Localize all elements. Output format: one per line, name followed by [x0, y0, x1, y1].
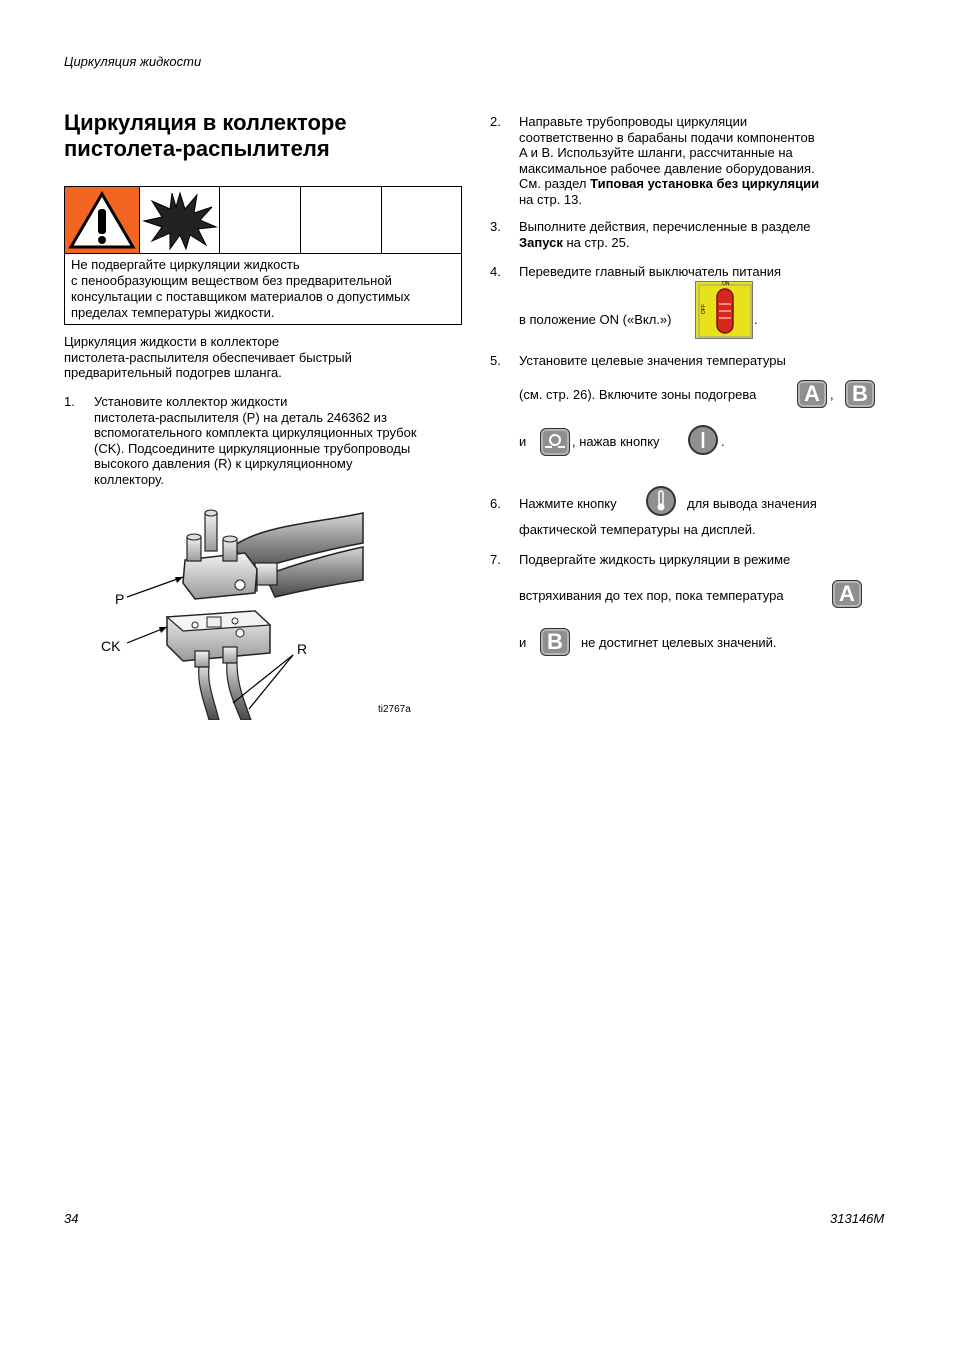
step-line: фактической температуры на дисплей. — [519, 522, 756, 537]
step-line: , нажав кнопку — [572, 434, 660, 449]
label-r: R — [297, 641, 308, 657]
switch-on-label: ON — [722, 281, 730, 287]
intro-line: пистолета-распылителя обеспечивает быстрый — [64, 349, 352, 365]
step-line: Переведите главный выключатель питания — [519, 264, 782, 279]
document-number: 313146M — [830, 1211, 885, 1226]
heat-on-icon — [690, 427, 716, 453]
warning-line: с пенообразующим веществом без предварительной — [71, 273, 392, 288]
step-line: на стр. 13. — [519, 191, 583, 207]
ref-section-link[interactable]: Типовая установка без циркуляции — [590, 176, 820, 191]
intro-paragraph — [64, 334, 464, 381]
step-line: Выполните действия, перечисленные в разделе — [519, 219, 811, 234]
comma: , — [830, 387, 834, 402]
ref-section-link[interactable]: Запуск — [519, 234, 563, 250]
figure-id: ti2767a — [378, 704, 411, 715]
step-number: 4. — [490, 264, 501, 279]
title-line: пистолета-распылителя — [64, 136, 330, 161]
thermometer-icon — [648, 488, 674, 514]
section-title — [64, 110, 464, 162]
manifold-illustration — [95, 505, 425, 720]
explosion-icon — [140, 187, 219, 253]
warning-line: консультации с поставщиком материалов о допустимых — [71, 289, 410, 304]
step-line: Направьте трубопроводы циркуляции — [519, 114, 748, 129]
explosion-cell — [140, 187, 220, 253]
running-header: Циркуляция жидкости — [64, 54, 202, 69]
warning-text — [71, 257, 457, 321]
intro-line: предварительный подогрев шланга. — [64, 365, 282, 380]
warning-line: пределах температуры жидкости. — [71, 305, 275, 320]
step-ref-line — [519, 235, 889, 251]
step-number: 2. — [490, 114, 501, 129]
ref-prefix: См. раздел — [519, 176, 591, 191]
empty-icon-cell — [301, 187, 382, 253]
step-2-text — [519, 114, 889, 207]
step-number: 1. — [64, 394, 75, 409]
step-line: Установите целевые значения температуры — [519, 353, 786, 368]
step-line: (CK). Подсоедините циркуляционные трубопроводы — [94, 440, 411, 456]
step-line: Установите коллектор жидкости — [94, 394, 288, 409]
step-line: Подвергайте жидкость циркуляции в режиме — [519, 552, 791, 567]
step-line: (см. стр. 26). Включите зоны подогрева — [519, 387, 757, 402]
ref-suffix: на стр. 25. — [562, 234, 630, 250]
step-number: 5. — [490, 353, 501, 368]
and-word: и — [519, 434, 527, 449]
step-line: коллектору. — [94, 471, 164, 487]
step-line: высокого давления (R) к циркуляционному — [94, 456, 353, 471]
heat-on-button[interactable] — [688, 425, 718, 455]
warning-triangle-icon — [65, 187, 139, 253]
warning-triangle-cell — [65, 187, 140, 253]
step-end-period: . — [754, 312, 758, 327]
and-word: и — [519, 635, 527, 650]
zone-b-key[interactable]: B — [540, 628, 570, 656]
zone-a-key[interactable]: A — [797, 380, 827, 408]
switch-off-label: OFF — [701, 304, 707, 314]
step-line: вспомогательного комплекта циркуляционных трубок — [94, 425, 417, 440]
step-end-period: . — [721, 434, 725, 449]
label-p: P — [115, 591, 125, 607]
step-number: 3. — [490, 219, 501, 234]
label-ck: CK — [101, 638, 121, 654]
manifold-figure — [95, 505, 425, 720]
intro-line: Циркуляция жидкости в коллекторе — [64, 334, 280, 349]
warning-line: Не подвергайте циркуляции жидкость — [71, 257, 300, 272]
hose-heat-key[interactable] — [540, 428, 570, 456]
title-line: Циркуляция в коллекторе — [64, 110, 347, 135]
main-power-switch[interactable] — [695, 281, 753, 339]
step-line: Нажмите кнопку — [519, 496, 617, 511]
actual-temp-button[interactable] — [646, 486, 676, 516]
zone-a-key[interactable]: A — [832, 580, 862, 608]
step-line: не достигнет целевых значений. — [581, 635, 777, 650]
page-number: 34 — [64, 1211, 79, 1226]
empty-icon-cell — [220, 187, 301, 253]
step-number: 6. — [490, 496, 501, 511]
step-line: соответственно в барабаны подачи компонентов — [519, 129, 815, 145]
step-1-text — [94, 394, 464, 487]
hose-heat-icon — [541, 429, 569, 455]
step-line: встряхивания до тех пор, пока температура — [519, 588, 784, 603]
step-line: максимальное рабочее давление оборудования. — [519, 160, 815, 176]
step-line: A и B. Используйте шланги, рассчитанные на — [519, 145, 793, 160]
step-line: для вывода значения — [687, 496, 817, 511]
step-line: пистолета-распылителя (P) на деталь 246362 из — [94, 409, 387, 425]
step-line: в положение ON («Вкл.») — [519, 312, 672, 327]
step-ref-line — [519, 176, 889, 192]
step-3-text — [519, 219, 889, 250]
warning-box — [64, 186, 462, 325]
step-number: 7. — [490, 552, 501, 567]
warning-icon-row — [65, 187, 461, 254]
zone-b-key[interactable]: B — [845, 380, 875, 408]
